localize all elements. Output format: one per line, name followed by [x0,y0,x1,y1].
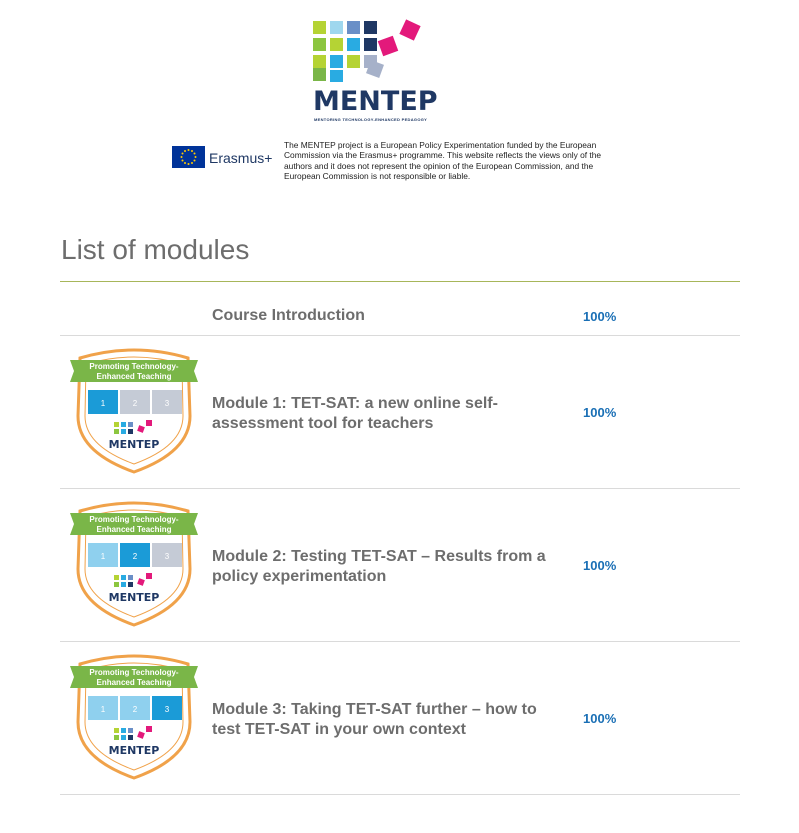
badge-logo-piece [114,735,119,740]
badge-step-number: 1 [100,705,106,714]
erasmus-logo [172,144,282,172]
badge-logo-piece [128,728,133,733]
badge-logo-piece [114,728,119,733]
badge-logo-piece [121,728,126,733]
badge-step-number: 1 [100,552,106,561]
badge-logo-text: MENTEP [108,744,160,757]
badge-logo-text: MENTEP [108,438,160,451]
badge-logo-piece [114,575,119,580]
module-title[interactable]: Module 2: Testing TET-SAT – Results from a policy experimentation [212,548,546,585]
course-badge-icon [68,652,200,782]
badge-logo-piece [128,582,133,587]
badge-logo-piece [128,575,133,580]
erasmus-label: Erasmus+ [209,150,273,166]
badge-logo-piece [146,573,152,579]
page-title: List of modules [61,234,250,265]
module-progress: 100% [583,405,617,420]
module-progress: 100% [583,309,617,324]
module-row-2[interactable] [60,489,740,642]
badge-logo-piece [114,582,119,587]
module-row-3[interactable] [60,642,740,795]
badge-logo-text: MENTEP [108,591,160,604]
badge-logo-piece [146,726,152,732]
module-row-1[interactable] [60,336,740,489]
module-row-intro[interactable] [60,282,740,336]
badge-step-number: 3 [164,399,170,408]
badge-step-number: 2 [132,552,138,561]
badge-logo-piece [128,422,133,427]
logo-name: MENTEP [313,86,438,117]
badge-logo-piece [114,429,119,434]
badge-logo-piece [128,735,133,740]
logo-tagline: MENTORING TECHNOLOGY-ENHANCED PEDAGOGY [314,117,428,122]
course-badge-icon [68,346,200,476]
badge-banner-text: Enhanced Teaching [96,525,172,534]
badge-step-number: 2 [132,705,138,714]
mentep-puzzle-logo [310,18,434,84]
mentep-wordmark [313,88,438,116]
badge-logo-piece [121,582,126,587]
badge-logo-piece [128,429,133,434]
module-progress: 100% [583,558,617,573]
badge-logo-piece [146,420,152,426]
badge-logo-piece [121,429,126,434]
badge-step-number: 3 [164,552,170,561]
badge-logo-piece [114,422,119,427]
badge-banner-text: Promoting Technology- [89,515,179,524]
badge-banner-text: Enhanced Teaching [96,678,172,687]
badge-banner-text: Promoting Technology- [89,668,179,677]
funding-disclaimer: The MENTEP project is a European Policy Experimentation funded by the European Commission via the Erasmus+ programme. This website reflects the views only of the authors and it does not represent the opinion of the European Commission, and the European Commission is not responsible or liable. [284,140,602,182]
badge-logo-piece [121,422,126,427]
course-badge-icon [68,499,200,629]
badge-step-number: 1 [100,399,106,408]
badge-step-number: 3 [164,705,170,714]
modules-list [60,282,740,795]
badge-step-number: 2 [132,399,138,408]
badge-banner-text: Promoting Technology- [89,362,179,371]
module-title[interactable]: Module 3: Taking TET-SAT further – how to test TET-SAT in your own context [212,701,537,738]
module-title[interactable]: Module 1: TET-SAT: a new online self-assessment tool for teachers [212,395,498,432]
eu-flag-icon [172,146,205,168]
badge-banner-text: Enhanced Teaching [96,372,172,381]
module-title[interactable]: Course Introduction [212,307,365,324]
mentep-logo [310,18,438,122]
badge-logo-piece [121,575,126,580]
module-progress: 100% [583,711,617,726]
badge-logo-piece [121,735,126,740]
